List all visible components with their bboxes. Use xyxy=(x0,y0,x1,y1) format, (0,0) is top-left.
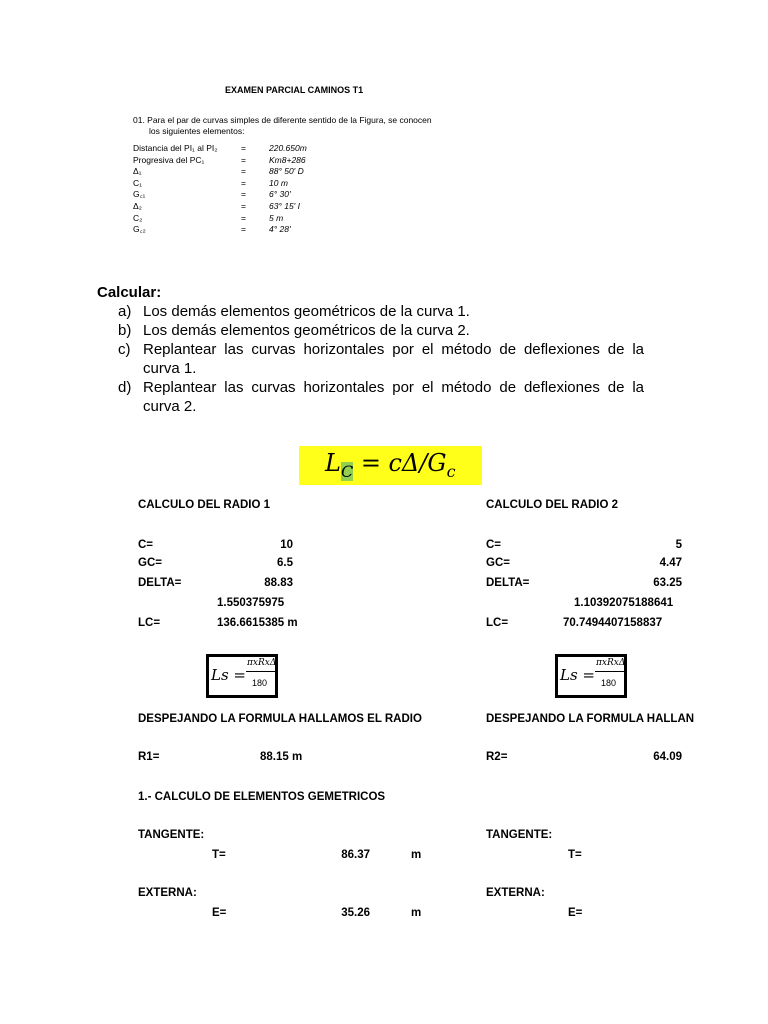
problem-line-1: 01. Para el par de curvas simples de diferente sentido de la Figura, se conocen xyxy=(133,115,432,125)
radio2-c-value: 5 xyxy=(675,539,682,551)
task-letter: d) xyxy=(118,379,132,396)
radio1-r-value: 88.15 m xyxy=(260,751,303,763)
given-value: 5 m xyxy=(269,212,284,223)
radio2-r-value: 64.09 xyxy=(653,751,682,763)
given-label: Δ₁ xyxy=(133,166,142,177)
radio1-lc-label: LC= xyxy=(138,617,161,629)
task-text-continued: curva 2. xyxy=(143,398,197,415)
given-equals: = xyxy=(241,224,246,235)
radio1-delta-label: DELTA= xyxy=(138,577,182,589)
given-value: 10 m xyxy=(269,177,288,188)
exam-title: EXAMEN PARCIAL CAMINOS T1 xyxy=(225,85,364,95)
formula-subscript-c2: c xyxy=(446,462,456,481)
task-letter: b) xyxy=(118,322,132,339)
t-label: T= xyxy=(212,849,226,861)
e2-label: E= xyxy=(568,907,583,919)
radio1-despejando: DESPEJANDO LA FORMULA HALLAMOS EL RADIO xyxy=(138,713,422,725)
radio2-delta-value: 63.25 xyxy=(653,577,682,589)
radio2-title: CALCULO DEL RADIO 2 xyxy=(486,499,619,511)
radio2-r-label: R2= xyxy=(486,751,508,763)
given-label: Distancia del PI₁ al PI₂ xyxy=(133,143,218,153)
e-unit: m xyxy=(411,907,422,919)
tangente-label: TANGENTE: xyxy=(138,829,205,841)
formula-rhs: = cΔ/G xyxy=(353,449,447,477)
radio2-despejando: DESPEJANDO LA FORMULA HALLAN xyxy=(486,713,695,725)
e-value: 35.26 xyxy=(341,907,370,919)
task-text-continued: curva 1. xyxy=(143,360,197,377)
ls-denominator: 180 xyxy=(252,678,268,688)
given-equals: = xyxy=(241,212,246,223)
given-label: G꜀₂ xyxy=(133,224,146,235)
ls-numerator: πxRxΔ xyxy=(247,658,277,668)
task-list xyxy=(118,302,644,416)
task-item xyxy=(118,378,644,416)
given-label: Δ₂ xyxy=(133,200,142,211)
given-equals: = xyxy=(241,189,246,200)
calcular-heading: Calcular: xyxy=(97,284,162,301)
task-item xyxy=(118,340,644,378)
formula-l: L xyxy=(325,449,341,477)
radio2-gc-value: 4.47 xyxy=(659,557,682,569)
t2-label: T= xyxy=(568,849,582,861)
radio1-gc-value: 6.5 xyxy=(277,557,293,569)
given-equals: = xyxy=(241,154,246,165)
radio2-lc-value: 70.7494407158837 xyxy=(563,617,663,629)
radio1-c-label: C= xyxy=(138,539,154,551)
radio1-delta-value: 88.83 xyxy=(264,577,293,589)
given-value: 4° 28' xyxy=(269,224,291,235)
given-value: 220.650m xyxy=(269,143,307,153)
e-label: E= xyxy=(212,907,227,919)
elements-title: 1.- CALCULO DE ELEMENTOS GEMETRICOS xyxy=(138,791,386,803)
given-value: 6° 30' xyxy=(269,189,291,200)
given-equals: = xyxy=(241,143,246,153)
radio1-gc-label: GC= xyxy=(138,557,162,569)
radio1-rad-value: 1.550375975 xyxy=(217,597,285,609)
given-label: G꜀₁ xyxy=(133,189,146,200)
ls-denominator: 180 xyxy=(601,678,617,688)
task-text: Los demás elementos geométricos de la curva 1. xyxy=(143,303,470,320)
externa-label: EXTERNA: xyxy=(138,887,197,899)
given-label: C₁ xyxy=(133,177,143,188)
given-value: 88° 50' D xyxy=(269,166,304,177)
ls-numerator: πxRxΔ xyxy=(596,658,626,668)
fraction-bar xyxy=(246,671,275,672)
task-text: Los demás elementos geométricos de la curva 2. xyxy=(143,322,470,339)
ls-lhs: Ls = xyxy=(560,666,595,684)
task-letter: c) xyxy=(118,341,131,358)
radio2-rad-value: 1.10392075188641 xyxy=(574,597,674,609)
tangente2-label: TANGENTE: xyxy=(486,829,553,841)
task-letter: a) xyxy=(118,303,132,320)
formula-subscript-c: C xyxy=(340,462,354,481)
externa2-label: EXTERNA: xyxy=(486,887,545,899)
ls-formula-box-1 xyxy=(206,654,278,698)
lc-formula xyxy=(325,449,456,481)
ls-lhs: Ls = xyxy=(211,666,246,684)
t-unit: m xyxy=(411,849,422,861)
fraction-bar xyxy=(595,671,624,672)
radio2-delta-label: DELTA= xyxy=(486,577,530,589)
radio2-lc-label: LC= xyxy=(486,617,509,629)
given-value: Km8+286 xyxy=(269,154,306,165)
radio1-r-label: R1= xyxy=(138,751,160,763)
given-equals: = xyxy=(241,166,246,177)
task-text: Replantear las curvas horizontales por el método de deflexiones de la xyxy=(143,379,644,396)
radio1-title: CALCULO DEL RADIO 1 xyxy=(138,499,271,511)
given-value: 63° 15' I xyxy=(269,200,301,211)
radio1-c-value: 10 xyxy=(280,539,293,551)
given-equals: = xyxy=(241,177,246,188)
radio2-gc-label: GC= xyxy=(486,557,510,569)
radio1-lc-value: 136.6615385 m xyxy=(217,617,298,629)
problem-line-2: los siguientes elementos: xyxy=(149,126,245,136)
ls-formula-box-2 xyxy=(555,654,627,698)
given-label: Progresiva del PC₁ xyxy=(133,154,205,165)
radio2-c-label: C= xyxy=(486,539,502,551)
task-item xyxy=(118,321,644,340)
given-label: C₂ xyxy=(133,212,143,223)
problem-statement xyxy=(133,115,432,137)
t-value: 86.37 xyxy=(341,849,370,861)
task-item xyxy=(118,302,644,321)
given-equals: = xyxy=(241,200,246,211)
task-text: Replantear las curvas horizontales por el método de deflexiones de la xyxy=(143,341,644,358)
